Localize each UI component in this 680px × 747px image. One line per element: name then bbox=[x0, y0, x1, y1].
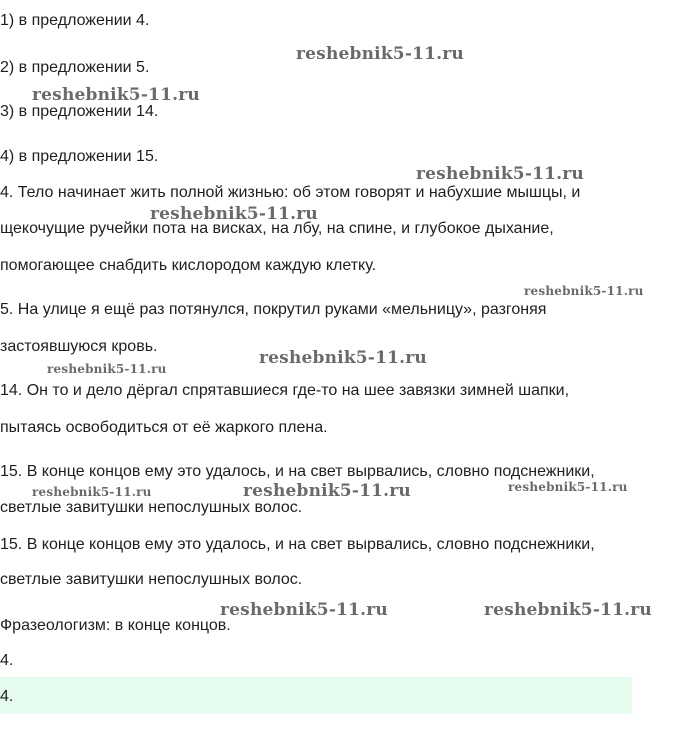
sentence-5-line-1: 5. На улице я ещё раз потянулся, покрутил руками «мельницу», разгоняя bbox=[0, 301, 547, 318]
watermark: reshebnik5-11.ru bbox=[150, 204, 318, 224]
answer-plain: 4. bbox=[0, 652, 14, 669]
watermark: reshebnik5-11.ru bbox=[296, 44, 464, 64]
watermark: reshebnik5-11.ru bbox=[484, 600, 652, 620]
watermark: reshebnik5-11.ru bbox=[259, 348, 427, 368]
answer-highlight-box bbox=[0, 677, 632, 714]
sentence-15b-line-2: светлые завитушки непослушных волос. bbox=[0, 571, 303, 588]
watermark: reshebnik5-11.ru bbox=[524, 284, 644, 298]
option-1: 1) в предложении 4. bbox=[0, 12, 150, 29]
watermark: reshebnik5-11.ru bbox=[508, 480, 628, 494]
sentence-14-line-2: пытаясь освободиться от её жаркого плена. bbox=[0, 419, 328, 436]
sentence-4-line-2: щекочущие ручейки пота на висках, на лбу, на спине, и глубокое дыхание, bbox=[0, 220, 554, 237]
sentence-14-line-1: 14. Он то и дело дёргал спрятавшиеся где-то на шее завязки зимней шапки, bbox=[0, 382, 570, 399]
sentence-4-line-1: 4. Тело начинает жить полной жизнью: об этом говорят и набухшие мышцы, и bbox=[0, 184, 581, 201]
option-2: 2) в предложении 5. bbox=[0, 59, 150, 76]
watermark: reshebnik5-11.ru bbox=[32, 485, 152, 499]
sentence-15b-line-1: 15. В конце концов ему это удалось, и на свет вырвались, словно подснежники, bbox=[0, 536, 595, 553]
sentence-4-line-3: помогающее снабдить кислородом каждую клетку. bbox=[0, 257, 377, 274]
watermark: reshebnik5-11.ru bbox=[32, 85, 200, 105]
sentence-15a-line-2: светлые завитушки непослушных волос. bbox=[0, 499, 303, 516]
option-4: 4) в предложении 15. bbox=[0, 148, 159, 165]
watermark: reshebnik5-11.ru bbox=[243, 481, 411, 501]
option-3: 3) в предложении 14. bbox=[0, 103, 159, 120]
sentence-5-line-2: застоявшуюся кровь. bbox=[0, 338, 158, 355]
sentence-15a-line-1: 15. В конце концов ему это удалось, и на свет вырвались, словно подснежники, bbox=[0, 463, 595, 480]
watermark: reshebnik5-11.ru bbox=[47, 362, 167, 376]
phraseologism: Фразеологизм: в конце концов. bbox=[0, 617, 231, 634]
watermark: reshebnik5-11.ru bbox=[416, 164, 584, 184]
answer-highlighted: 4. bbox=[0, 688, 14, 705]
watermark: reshebnik5-11.ru bbox=[220, 600, 388, 620]
